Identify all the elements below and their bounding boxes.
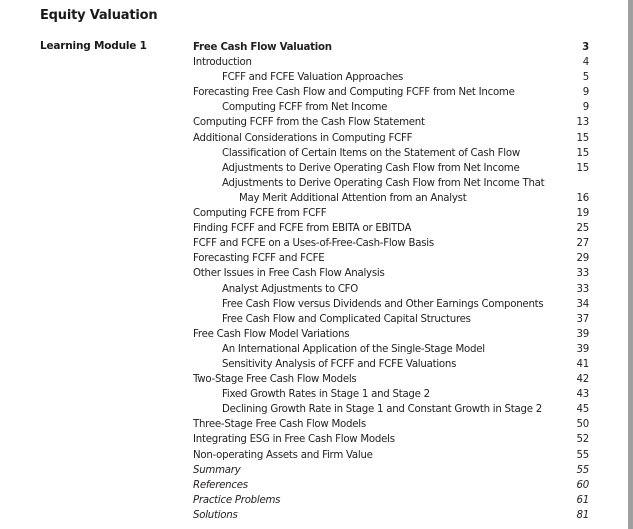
toc-entry-page-number[interactable]: 9 [582, 102, 589, 114]
toc-entry-page-number[interactable]: 41 [576, 358, 589, 370]
toc-entry[interactable] [193, 55, 589, 70]
toc-entry[interactable] [193, 357, 589, 372]
toc-entry-page-number[interactable]: 52 [576, 434, 589, 446]
toc-entry-title[interactable]: Other Issues in Free Cash Flow Analysis [193, 268, 385, 280]
toc-entry[interactable] [193, 70, 589, 85]
toc-entry-title[interactable]: Integrating ESG in Free Cash Flow Models [193, 434, 395, 446]
toc-entry-title[interactable]: Forecasting FCFF and FCFE [193, 253, 325, 265]
toc-entry-page-number[interactable]: 81 [576, 509, 589, 521]
toc-entry[interactable] [193, 146, 589, 161]
toc-entry-title[interactable]: Introduction [193, 57, 252, 69]
page-edge-scrollbar[interactable] [628, 0, 633, 529]
toc-entry[interactable] [193, 493, 589, 508]
toc-entry-title[interactable]: Three-Stage Free Cash Flow Models [193, 419, 366, 431]
toc-entry[interactable] [193, 387, 589, 402]
toc-entry[interactable] [193, 176, 589, 191]
toc-entry[interactable] [193, 297, 589, 312]
toc-entry-title[interactable]: Sensitivity Analysis of FCFF and FCFE Valuations [222, 358, 457, 370]
toc-entry-page-number[interactable]: 55 [576, 464, 589, 476]
toc-entry-title[interactable]: May Merit Additional Attention from an Analyst [239, 192, 467, 204]
toc-entry[interactable] [193, 448, 589, 463]
toc-entry-title[interactable]: An International Application of the Single-Stage Model [222, 343, 485, 355]
toc-entry-title[interactable]: Declining Growth Rate in Stage 1 and Constant Growth in Stage 2 [222, 404, 542, 416]
toc-entry-page-number[interactable]: 39 [576, 328, 589, 340]
toc-entry[interactable] [193, 221, 589, 236]
toc-entry[interactable] [193, 417, 589, 432]
toc-entry[interactable] [193, 100, 589, 115]
toc-entry-page-number[interactable]: 15 [576, 147, 589, 159]
toc-entry-page-number[interactable]: 43 [576, 389, 589, 401]
toc-entry[interactable] [193, 85, 589, 100]
toc-entry[interactable] [193, 236, 589, 251]
toc-entry-title[interactable]: FCFF and FCFE on a Uses-of-Free-Cash-Flow Basis [193, 238, 434, 250]
toc-entry-title[interactable]: Non-operating Assets and Firm Value [193, 449, 373, 461]
toc-entry[interactable] [193, 206, 589, 221]
toc-entry[interactable] [193, 432, 589, 447]
toc-entry-page-number[interactable]: 37 [576, 313, 589, 325]
toc-entry-title[interactable]: Fixed Growth Rates in Stage 1 and Stage 2 [222, 389, 430, 401]
toc-entry-page-number[interactable]: 16 [576, 192, 589, 204]
toc-entry-title[interactable]: Finding FCFF and FCFE from EBITA or EBITDA [193, 223, 412, 235]
toc-entry-title[interactable]: References [193, 479, 248, 491]
toc-entry-title[interactable]: Free Cash Flow Valuation [193, 42, 332, 53]
toc-entry-page-number[interactable]: 50 [576, 419, 589, 431]
toc-entry-page-number[interactable]: 60 [576, 479, 589, 491]
toc-entry-page-number[interactable]: 3 [582, 42, 589, 53]
toc-entry-page-number[interactable]: 33 [576, 268, 589, 280]
toc-entry[interactable] [193, 251, 589, 266]
toc-entry-title[interactable]: Free Cash Flow and Complicated Capital Structures [222, 313, 471, 325]
toc-entry[interactable] [193, 191, 589, 206]
toc-entry-title[interactable]: Free Cash Flow versus Dividends and Other Earnings Components [222, 298, 544, 310]
toc-entry-page-number[interactable]: 29 [576, 253, 589, 265]
toc-entry-page-number[interactable]: 5 [582, 72, 589, 84]
toc-entry[interactable] [193, 478, 589, 493]
toc-entry-page-number[interactable]: 25 [576, 223, 589, 235]
toc-entry[interactable] [193, 115, 589, 130]
toc-entry[interactable] [193, 40, 589, 55]
toc-entry-page-number[interactable]: 19 [576, 208, 589, 220]
toc-entry-page-number[interactable]: 13 [576, 117, 589, 129]
toc-entry-page-number[interactable]: 15 [576, 162, 589, 174]
toc-entry[interactable] [193, 372, 589, 387]
toc-entry[interactable] [193, 402, 589, 417]
toc-entry-title[interactable]: Forecasting Free Cash Flow and Computing FCFF from Net Income [193, 87, 515, 99]
toc-entry[interactable] [193, 161, 589, 176]
book-title: Equity Valuation [40, 8, 158, 23]
toc-entry-title[interactable]: Solutions [193, 509, 238, 521]
toc-entry[interactable] [193, 282, 589, 297]
toc-entry-title[interactable]: Adjustments to Derive Operating Cash Flow from Net Income [222, 162, 520, 174]
toc-entry-title[interactable]: Two-Stage Free Cash Flow Models [193, 374, 357, 386]
toc-entry-title[interactable]: Additional Considerations in Computing FCFF [193, 132, 413, 144]
toc-entry-page-number[interactable]: 27 [576, 238, 589, 250]
toc-entry-page-number[interactable]: 15 [576, 132, 589, 144]
toc-entry-title[interactable]: Computing FCFE from FCFF [193, 208, 327, 220]
toc-entry-title[interactable]: Practice Problems [193, 494, 281, 506]
toc-entry[interactable] [193, 131, 589, 146]
module-label: Learning Module 1 [40, 40, 147, 52]
toc-entry-title[interactable]: Free Cash Flow Model Variations [193, 328, 350, 340]
toc-entry-title[interactable]: Computing FCFF from the Cash Flow Statement [193, 117, 425, 129]
toc-entry-title[interactable]: Summary [193, 464, 241, 476]
toc-entry[interactable] [193, 342, 589, 357]
toc-entry[interactable] [193, 327, 589, 342]
toc-entry[interactable] [193, 312, 589, 327]
toc-entry-page-number[interactable]: 34 [576, 298, 589, 310]
toc-entry-page-number[interactable]: 61 [576, 494, 589, 506]
toc-entry-page-number[interactable]: 4 [582, 57, 589, 69]
toc-entry-title[interactable]: Analyst Adjustments to CFO [222, 283, 359, 295]
toc-entry-title[interactable]: Computing FCFF from Net Income [222, 102, 388, 114]
toc-entry[interactable] [193, 266, 589, 281]
toc-entry-page-number[interactable]: 33 [576, 283, 589, 295]
toc-entry-page-number[interactable]: 55 [576, 449, 589, 461]
toc-entry-title[interactable]: FCFF and FCFE Valuation Approaches [222, 72, 404, 84]
table-of-contents [193, 40, 589, 523]
toc-entry[interactable] [193, 508, 589, 523]
toc-entry-page-number[interactable]: 39 [576, 343, 589, 355]
toc-entry-page-number[interactable]: 42 [576, 374, 589, 386]
toc-entry-page-number[interactable]: 45 [576, 404, 589, 416]
toc-entry-title[interactable]: Classification of Certain Items on the Statement of Cash Flow [222, 147, 520, 159]
toc-entry-page-number[interactable]: 9 [582, 87, 589, 99]
toc-entry-title[interactable]: Adjustments to Derive Operating Cash Flow from Net Income That [222, 177, 545, 189]
toc-entry[interactable] [193, 463, 589, 478]
